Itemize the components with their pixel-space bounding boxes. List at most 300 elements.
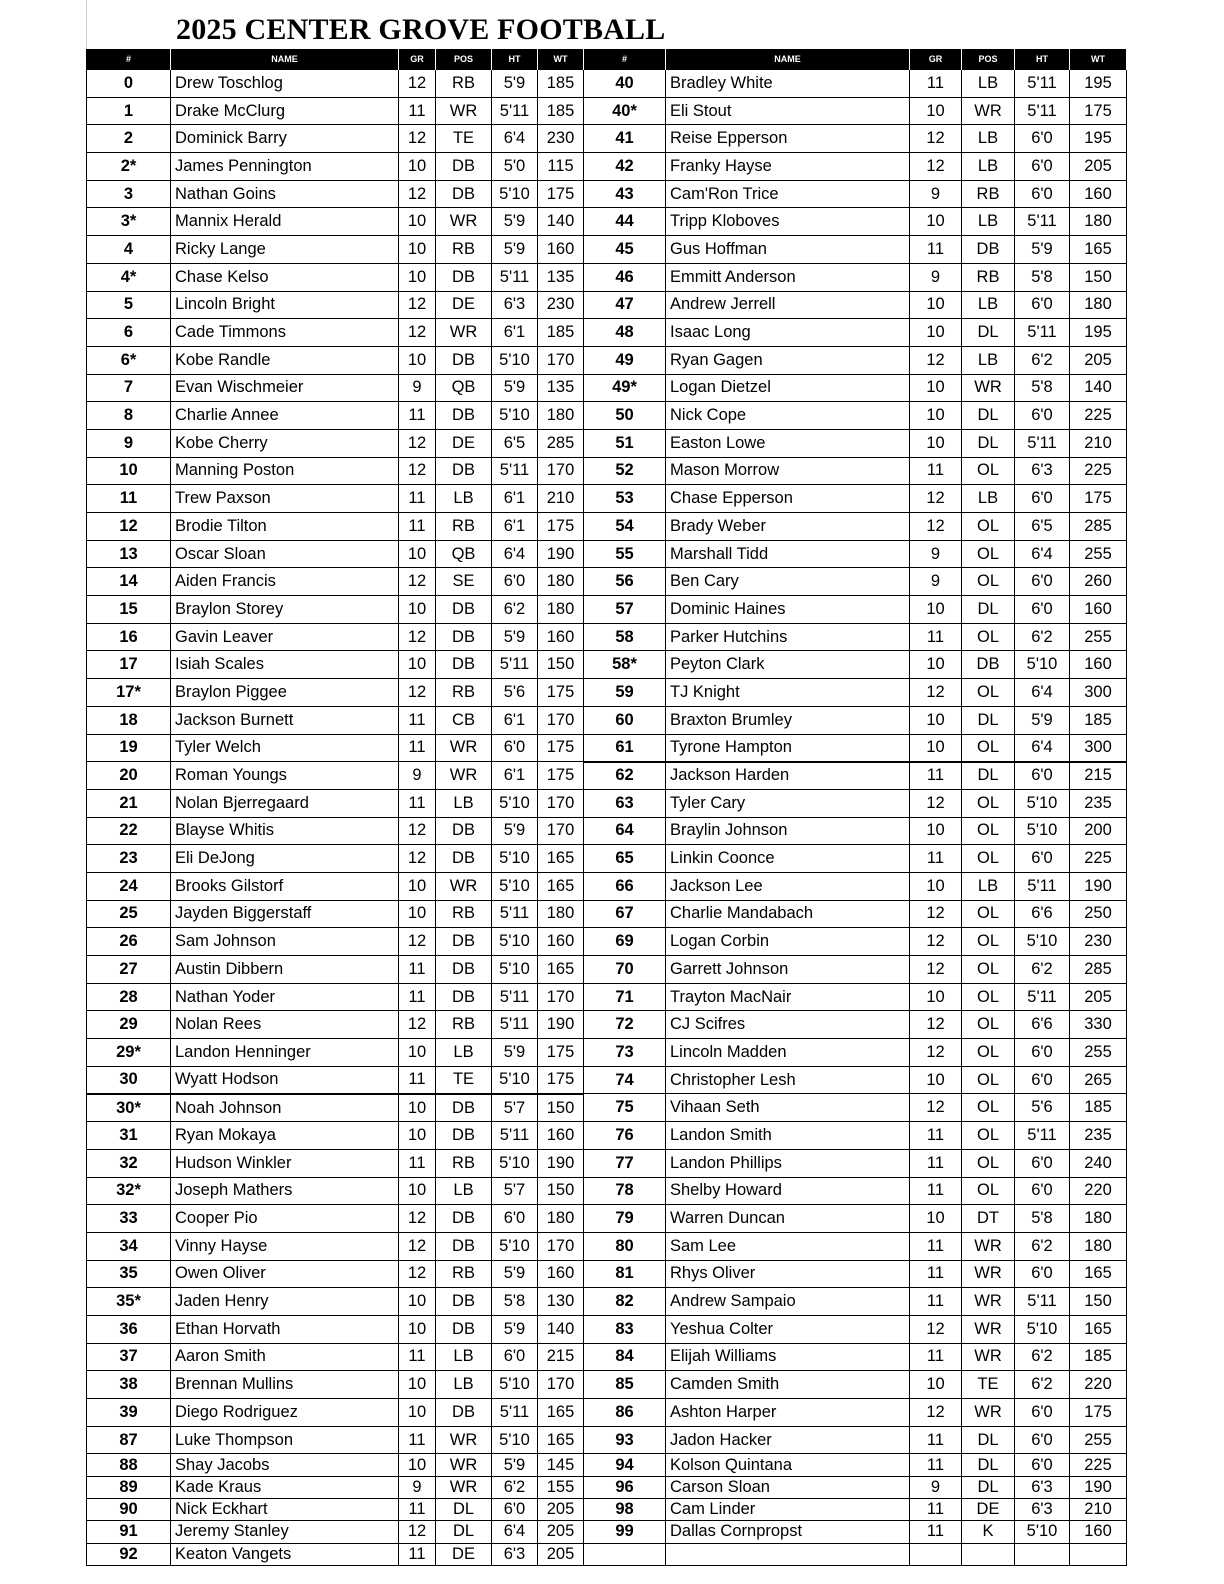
player-weight: 180 <box>538 1205 584 1233</box>
player-weight: 170 <box>538 1371 584 1399</box>
player-weight: 190 <box>538 1149 584 1177</box>
player-position: OL <box>962 789 1015 817</box>
table-row <box>87 208 1127 236</box>
player-weight: 195 <box>1070 70 1127 98</box>
player-height: 6'1 <box>492 513 538 541</box>
player-height: 5'10 <box>1015 928 1070 956</box>
table-row <box>87 540 1127 568</box>
player-height: 6'2 <box>492 596 538 624</box>
player-weight: 165 <box>538 845 584 873</box>
table-row <box>87 291 1127 319</box>
player-grade: 11 <box>910 1177 962 1205</box>
player-number: 59 <box>584 679 666 707</box>
player-number: 27 <box>87 956 171 984</box>
table-row <box>87 845 1127 873</box>
player-weight: 285 <box>1070 513 1127 541</box>
player-number: 45 <box>584 236 666 264</box>
player-name: Mason Morrow <box>666 457 910 485</box>
player-number: 3* <box>87 208 171 236</box>
table-row <box>87 263 1127 291</box>
player-weight <box>1070 1543 1127 1565</box>
player-weight: 170 <box>538 789 584 817</box>
player-weight: 255 <box>1070 1426 1127 1454</box>
player-grade: 12 <box>910 956 962 984</box>
player-name: Chase Epperson <box>666 485 910 513</box>
player-height: 5'8 <box>492 1288 538 1316</box>
player-position: OL <box>962 1066 1015 1094</box>
player-number: 93 <box>584 1426 666 1454</box>
player-number: 40 <box>584 70 666 98</box>
player-position: WR <box>436 872 492 900</box>
player-height: 5'10 <box>492 845 538 873</box>
player-height: 6'5 <box>1015 513 1070 541</box>
player-name: Braxton Brumley <box>666 706 910 734</box>
player-height: 5'11 <box>492 263 538 291</box>
header-row <box>87 49 1127 70</box>
player-name: Tyler Welch <box>171 734 399 762</box>
player-grade: 12 <box>399 429 436 457</box>
player-position: LB <box>436 1177 492 1205</box>
player-number: 55 <box>584 540 666 568</box>
player-height: 5'10 <box>492 956 538 984</box>
player-weight: 285 <box>1070 956 1127 984</box>
player-number: 62 <box>584 762 666 790</box>
player-position: QB <box>436 374 492 402</box>
player-name: Nolan Bjerregaard <box>171 789 399 817</box>
player-position: TE <box>962 1371 1015 1399</box>
player-weight: 170 <box>538 346 584 374</box>
player-grade: 12 <box>910 900 962 928</box>
player-height: 6'3 <box>492 1543 538 1565</box>
player-weight: 300 <box>1070 734 1127 762</box>
player-position: DE <box>436 429 492 457</box>
player-height: 5'9 <box>1015 706 1070 734</box>
player-weight: 190 <box>538 540 584 568</box>
table-row <box>87 97 1127 125</box>
player-height: 6'0 <box>1015 845 1070 873</box>
table-row <box>87 983 1127 1011</box>
player-name: Charlie Mandabach <box>666 900 910 928</box>
player-number: 76 <box>584 1122 666 1150</box>
player-number: 4* <box>87 263 171 291</box>
player-height: 6'0 <box>1015 762 1070 790</box>
player-number: 52 <box>584 457 666 485</box>
player-weight: 250 <box>1070 900 1127 928</box>
player-height: 5'11 <box>492 1011 538 1039</box>
player-grade: 12 <box>399 679 436 707</box>
player-number: 46 <box>584 263 666 291</box>
player-height: 5'10 <box>1015 1521 1070 1543</box>
player-weight: 170 <box>538 817 584 845</box>
player-height: 5'10 <box>492 180 538 208</box>
player-grade: 12 <box>399 1260 436 1288</box>
player-weight: 190 <box>1070 872 1127 900</box>
player-number: 78 <box>584 1177 666 1205</box>
player-grade: 11 <box>399 1343 436 1371</box>
player-height: 6'1 <box>492 319 538 347</box>
table-row <box>87 1371 1127 1399</box>
player-position: DB <box>436 1232 492 1260</box>
player-height: 6'0 <box>1015 402 1070 430</box>
player-name: Owen Oliver <box>171 1260 399 1288</box>
player-weight: 220 <box>1070 1371 1127 1399</box>
player-number: 90 <box>87 1498 171 1520</box>
player-position: OL <box>962 540 1015 568</box>
table-row <box>87 485 1127 513</box>
player-grade: 11 <box>910 1343 962 1371</box>
player-position: WR <box>962 1260 1015 1288</box>
table-row <box>87 789 1127 817</box>
player-number: 10 <box>87 457 171 485</box>
player-height: 6'4 <box>1015 734 1070 762</box>
player-name: TJ Knight <box>666 679 910 707</box>
header-weight: WT <box>1070 49 1127 70</box>
table-row <box>87 706 1127 734</box>
player-number: 21 <box>87 789 171 817</box>
player-number: 80 <box>584 1232 666 1260</box>
player-weight: 140 <box>538 1315 584 1343</box>
player-number: 6 <box>87 319 171 347</box>
table-row <box>87 762 1127 790</box>
player-weight: 205 <box>538 1498 584 1520</box>
player-grade: 10 <box>910 374 962 402</box>
player-height: 5'11 <box>492 1122 538 1150</box>
player-grade: 10 <box>910 734 962 762</box>
player-position: LB <box>436 1343 492 1371</box>
player-number: 44 <box>584 208 666 236</box>
player-position: DB <box>962 651 1015 679</box>
table-row <box>87 429 1127 457</box>
player-grade: 11 <box>399 1426 436 1454</box>
player-weight: 240 <box>1070 1149 1127 1177</box>
player-name: Austin Dibbern <box>171 956 399 984</box>
player-position: LB <box>962 208 1015 236</box>
player-name: Jackson Lee <box>666 872 910 900</box>
player-name: Dallas Cornpropst <box>666 1521 910 1543</box>
player-grade: 12 <box>910 928 962 956</box>
player-grade: 11 <box>910 762 962 790</box>
player-name: Sam Lee <box>666 1232 910 1260</box>
player-weight: 210 <box>1070 429 1127 457</box>
player-position: DB <box>962 236 1015 264</box>
player-height: 6'4 <box>492 125 538 153</box>
player-number: 79 <box>584 1205 666 1233</box>
table-row <box>87 513 1127 541</box>
player-weight: 210 <box>538 485 584 513</box>
player-grade: 11 <box>910 845 962 873</box>
player-number: 47 <box>584 291 666 319</box>
player-position: OL <box>962 623 1015 651</box>
player-number: 65 <box>584 845 666 873</box>
player-position: LB <box>962 872 1015 900</box>
player-height: 5'9 <box>492 1454 538 1476</box>
player-grade: 11 <box>910 1288 962 1316</box>
player-position: LB <box>436 789 492 817</box>
player-number: 28 <box>87 983 171 1011</box>
player-grade: 12 <box>910 1011 962 1039</box>
table-row <box>87 1011 1127 1039</box>
player-position: K <box>962 1521 1015 1543</box>
player-position: WR <box>436 1454 492 1476</box>
player-number: 1 <box>87 97 171 125</box>
player-grade: 11 <box>910 1232 962 1260</box>
table-row <box>87 872 1127 900</box>
player-grade: 10 <box>910 97 962 125</box>
player-position: DB <box>436 956 492 984</box>
player-grade: 11 <box>399 1066 436 1094</box>
player-name: Gus Hoffman <box>666 236 910 264</box>
player-weight: 160 <box>1070 596 1127 624</box>
player-number: 88 <box>87 1454 171 1476</box>
player-grade: 10 <box>910 1205 962 1233</box>
player-name: Tyrone Hampton <box>666 734 910 762</box>
player-weight: 165 <box>1070 1260 1127 1288</box>
player-name: Kolson Quintana <box>666 1454 910 1476</box>
player-position: DB <box>436 1399 492 1427</box>
player-position: DB <box>436 180 492 208</box>
player-weight: 180 <box>1070 1232 1127 1260</box>
player-number: 43 <box>584 180 666 208</box>
player-name: Nick Eckhart <box>171 1498 399 1520</box>
player-number: 58 <box>584 623 666 651</box>
player-name: Dominic Haines <box>666 596 910 624</box>
player-height: 5'11 <box>1015 1288 1070 1316</box>
player-grade: 10 <box>910 872 962 900</box>
player-position: WR <box>962 1232 1015 1260</box>
table-row <box>87 651 1127 679</box>
player-position: DL <box>962 1454 1015 1476</box>
player-weight: 255 <box>1070 540 1127 568</box>
player-grade: 12 <box>399 928 436 956</box>
player-weight: 235 <box>1070 1122 1127 1150</box>
table-row <box>87 1543 1127 1565</box>
player-grade: 10 <box>399 1039 436 1067</box>
player-number: 53 <box>584 485 666 513</box>
player-position: OL <box>962 983 1015 1011</box>
player-height: 5'11 <box>1015 429 1070 457</box>
player-position: DB <box>436 817 492 845</box>
table-row <box>87 1521 1127 1543</box>
player-number: 98 <box>584 1498 666 1520</box>
player-weight: 185 <box>1070 706 1127 734</box>
player-height: 5'9 <box>492 623 538 651</box>
player-number: 48 <box>584 319 666 347</box>
player-position: RB <box>436 1149 492 1177</box>
player-position: WR <box>962 1288 1015 1316</box>
player-grade: 12 <box>399 319 436 347</box>
player-number: 85 <box>584 1371 666 1399</box>
player-name: Brennan Mullins <box>171 1371 399 1399</box>
player-height: 6'3 <box>1015 1498 1070 1520</box>
player-number: 17* <box>87 679 171 707</box>
player-position: DL <box>962 762 1015 790</box>
player-grade: 12 <box>910 1399 962 1427</box>
player-position: WR <box>436 734 492 762</box>
player-grade <box>910 1543 962 1565</box>
player-name: Cam'Ron Trice <box>666 180 910 208</box>
player-weight: 230 <box>538 125 584 153</box>
player-height: 6'0 <box>1015 1149 1070 1177</box>
player-name: Keaton Vangets <box>171 1543 399 1565</box>
player-weight: 150 <box>1070 1288 1127 1316</box>
player-number: 4 <box>87 236 171 264</box>
player-grade: 10 <box>399 1315 436 1343</box>
player-height: 6'0 <box>1015 568 1070 596</box>
player-height: 5'10 <box>492 1149 538 1177</box>
player-position: DB <box>436 623 492 651</box>
player-name: Jayden Biggerstaff <box>171 900 399 928</box>
player-grade: 10 <box>910 319 962 347</box>
player-grade: 11 <box>910 623 962 651</box>
player-position: WR <box>436 97 492 125</box>
player-grade: 10 <box>399 1288 436 1316</box>
player-grade: 12 <box>399 1205 436 1233</box>
player-name: Cooper Pio <box>171 1205 399 1233</box>
player-weight: 175 <box>538 513 584 541</box>
player-position: DL <box>962 596 1015 624</box>
player-name: Braylin Johnson <box>666 817 910 845</box>
player-weight: 185 <box>538 319 584 347</box>
player-height: 6'2 <box>1015 623 1070 651</box>
player-number: 82 <box>584 1288 666 1316</box>
player-weight: 230 <box>1070 928 1127 956</box>
player-name: Ryan Mokaya <box>171 1122 399 1150</box>
player-weight: 205 <box>1070 346 1127 374</box>
player-number: 29 <box>87 1011 171 1039</box>
player-name: Trew Paxson <box>171 485 399 513</box>
player-grade: 10 <box>910 208 962 236</box>
player-grade: 12 <box>910 679 962 707</box>
player-name: Bradley White <box>666 70 910 98</box>
player-number: 63 <box>584 789 666 817</box>
player-height: 6'0 <box>1015 1066 1070 1094</box>
player-grade: 12 <box>399 291 436 319</box>
player-number: 25 <box>87 900 171 928</box>
player-name: Chase Kelso <box>171 263 399 291</box>
player-name: James Pennington <box>171 153 399 181</box>
player-position: WR <box>436 762 492 790</box>
table-row <box>87 596 1127 624</box>
player-name: Andrew Jerrell <box>666 291 910 319</box>
player-height: 6'3 <box>1015 1476 1070 1498</box>
player-grade: 10 <box>910 651 962 679</box>
player-grade: 12 <box>910 1094 962 1122</box>
player-name: Logan Dietzel <box>666 374 910 402</box>
player-weight: 165 <box>538 872 584 900</box>
table-row <box>87 928 1127 956</box>
player-grade: 10 <box>910 1066 962 1094</box>
header-grade: GR <box>399 49 436 70</box>
player-grade: 12 <box>910 125 962 153</box>
player-number: 0 <box>87 70 171 98</box>
player-number: 30* <box>87 1094 171 1122</box>
player-height: 5'10 <box>492 789 538 817</box>
player-weight: 225 <box>1070 845 1127 873</box>
player-number: 71 <box>584 983 666 1011</box>
table-row <box>87 1498 1127 1520</box>
player-number: 9 <box>87 429 171 457</box>
player-grade: 11 <box>910 1122 962 1150</box>
player-height: 5'9 <box>492 1039 538 1067</box>
player-weight: 210 <box>1070 1498 1127 1520</box>
player-position: DB <box>436 845 492 873</box>
player-number: 49* <box>584 374 666 402</box>
player-name: Reise Epperson <box>666 125 910 153</box>
player-name: Drake McClurg <box>171 97 399 125</box>
player-weight: 160 <box>538 623 584 651</box>
player-grade: 9 <box>910 1476 962 1498</box>
player-height: 6'6 <box>1015 900 1070 928</box>
table-row <box>87 1094 1127 1122</box>
player-name: Carson Sloan <box>666 1476 910 1498</box>
player-name: Ashton Harper <box>666 1399 910 1427</box>
player-grade: 11 <box>910 1149 962 1177</box>
player-name: Aaron Smith <box>171 1343 399 1371</box>
player-position: OL <box>962 679 1015 707</box>
player-number: 16 <box>87 623 171 651</box>
player-position: OL <box>962 734 1015 762</box>
player-position: DL <box>962 1426 1015 1454</box>
player-position: LB <box>962 291 1015 319</box>
page-edge-line <box>86 0 87 50</box>
table-row <box>87 1260 1127 1288</box>
player-height: 6'2 <box>1015 1371 1070 1399</box>
player-name: Franky Hayse <box>666 153 910 181</box>
player-height: 5'10 <box>1015 1315 1070 1343</box>
player-name: Logan Corbin <box>666 928 910 956</box>
player-number: 70 <box>584 956 666 984</box>
player-position: LB <box>962 485 1015 513</box>
player-height: 5'11 <box>1015 1122 1070 1150</box>
player-grade: 10 <box>399 236 436 264</box>
player-height: 6'0 <box>1015 1454 1070 1476</box>
player-name: Christopher Lesh <box>666 1066 910 1094</box>
player-weight: 175 <box>538 1039 584 1067</box>
player-number: 66 <box>584 872 666 900</box>
player-weight: 135 <box>538 263 584 291</box>
table-row <box>87 374 1127 402</box>
player-name: Wyatt Hodson <box>171 1066 399 1094</box>
player-number: 30 <box>87 1066 171 1094</box>
player-weight: 150 <box>538 1177 584 1205</box>
player-name: Eli DeJong <box>171 845 399 873</box>
player-number: 32* <box>87 1177 171 1205</box>
player-height: 5'11 <box>1015 97 1070 125</box>
player-height: 6'4 <box>1015 679 1070 707</box>
player-position: SE <box>436 568 492 596</box>
player-number: 91 <box>87 1521 171 1543</box>
player-number: 26 <box>87 928 171 956</box>
player-name: Braylon Storey <box>171 596 399 624</box>
player-weight: 165 <box>1070 236 1127 264</box>
player-height: 5'11 <box>492 900 538 928</box>
player-grade: 10 <box>399 1094 436 1122</box>
player-number: 99 <box>584 1521 666 1543</box>
player-height: 5'9 <box>492 817 538 845</box>
player-number: 56 <box>584 568 666 596</box>
player-position: DT <box>962 1205 1015 1233</box>
table-row <box>87 1232 1127 1260</box>
player-name: Hudson Winkler <box>171 1149 399 1177</box>
player-name: Isiah Scales <box>171 651 399 679</box>
player-number: 86 <box>584 1399 666 1427</box>
player-height: 5'11 <box>1015 983 1070 1011</box>
player-name: Blayse Whitis <box>171 817 399 845</box>
player-weight: 170 <box>538 457 584 485</box>
table-row <box>87 1039 1127 1067</box>
player-grade: 10 <box>399 1399 436 1427</box>
player-name: Jackson Burnett <box>171 706 399 734</box>
